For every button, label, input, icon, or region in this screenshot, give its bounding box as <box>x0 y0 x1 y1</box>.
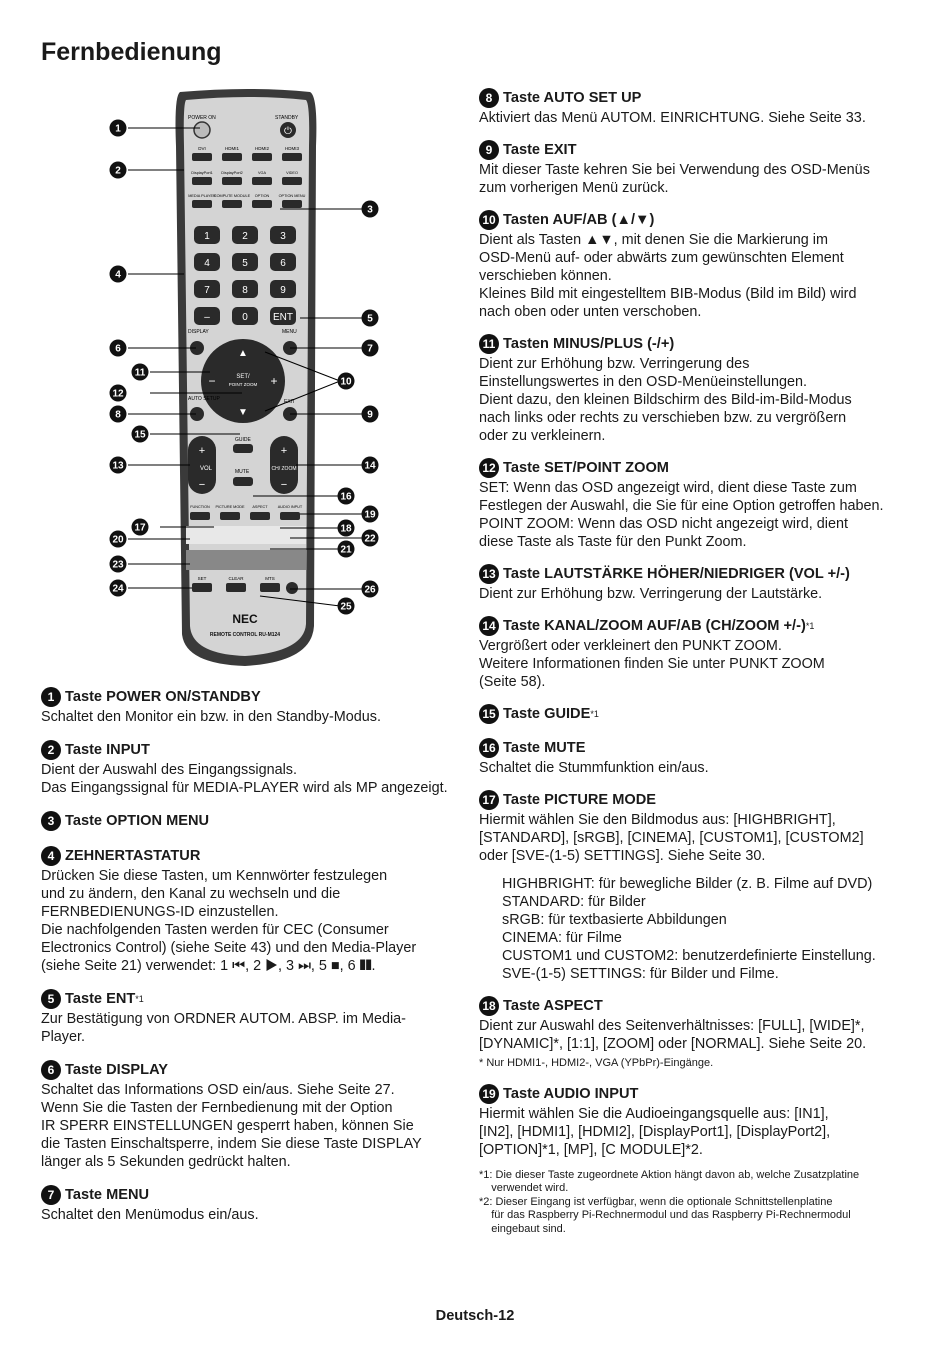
body-text-line: IR SPERR EINSTELLUNGEN gesperrt haben, können Sie <box>41 1118 414 1134</box>
body-text-line: Festlegen der Auswahl, die Sie für eine Option getroffen haben. <box>479 498 884 514</box>
section-4 <box>41 845 451 975</box>
input-label-3: HDMI3 <box>284 146 300 151</box>
remote-control-illustration <box>100 86 400 671</box>
input-button-1[interactable] <box>222 153 242 161</box>
section-heading <box>479 737 919 759</box>
section-title: ZEHNERTASTATUR <box>65 848 201 864</box>
body-text-line: Einstellungswertes in den OSD-Menüeinstellungen. <box>479 374 807 390</box>
body-text-line: Weitere Informationen finden Sie unter PUNKT ZOOM <box>479 656 825 672</box>
section-number-badge: 12 <box>479 458 499 478</box>
input-button-2[interactable] <box>252 153 272 161</box>
section-title: Taste OPTION MENU <box>65 813 210 829</box>
section-title: Tasten MINUS/PLUS (-/+) <box>503 336 675 352</box>
section-5 <box>41 988 451 1046</box>
callout-number-10: 10 <box>340 376 352 388</box>
body-text-line: (siehe Seite 21) verwendet: 1 ⏮, 2 ▶, 3 ⏭, 5 ■, 6 ❚❚. <box>41 958 376 974</box>
body-text-line: Vergrößert oder verkleinert den PUNKT ZOOM. <box>479 638 782 654</box>
body-text-line: verschieben können. <box>479 268 612 284</box>
body-text-line: Die nachfolgenden Tasten werden für CEC (Consumer <box>41 922 389 938</box>
section-number-badge: 8 <box>479 88 499 108</box>
right-column <box>479 87 919 1248</box>
section-13 <box>479 563 919 603</box>
section-heading <box>479 1083 919 1105</box>
callout-number-2: 2 <box>115 165 121 177</box>
body-text-line: Dient zur Auswahl des Seitenverhältnisses: [FULL], [WIDE]*, <box>479 1018 865 1034</box>
input-label-0: DVI <box>198 146 206 151</box>
input-label-0: MEDIA PLAYER <box>188 194 216 198</box>
input-button-1[interactable] <box>222 200 242 208</box>
body-text-line: Schaltet den Monitor ein bzw. in den Standby-Modus. <box>41 709 381 725</box>
callout-number-17: 17 <box>134 522 146 534</box>
body-text-line: [STANDARD], [sRGB], [CINEMA], [CUSTOM1], [CUSTOM2] <box>479 830 864 846</box>
body-text-line: Schaltet die Stummfunktion ein/aus. <box>479 760 709 776</box>
plus-symbol: + <box>270 374 278 388</box>
body-text-line: Das Eingangssignal für MEDIA-PLAYER wird als MP angezeigt. <box>41 780 448 796</box>
body-text-line: Dient als Tasten ▲▼, mit denen Sie die Markierung im <box>479 232 828 248</box>
auto-setup-label: AUTO SETUP <box>188 396 220 402</box>
section-title: Taste PICTURE MODE <box>503 792 656 808</box>
model-label: REMOTE CONTROL RU-M124 <box>209 632 281 638</box>
callout-number-1: 1 <box>115 123 121 135</box>
body-text-line: Wenn Sie die Tasten der Fernbedienung mit der Option <box>41 1100 393 1116</box>
input-label-2: VGA <box>257 171 267 175</box>
footnote-line: *2: Dieser Eingang ist verfügbar, wenn die optionale Schnittstellenplatine <box>479 1195 833 1208</box>
section-title: Taste KANAL/ZOOM AUF/AB (CH/ZOOM +/-) <box>503 618 806 634</box>
keypad-label-10: 0 <box>242 312 248 323</box>
section-title: Taste LAUTSTÄRKE HÖHER/NIEDRIGER (VOL +/-) <box>503 566 850 582</box>
section-title: Taste GUIDE <box>503 706 591 722</box>
section-title: Taste ASPECT <box>503 998 603 1014</box>
input-button-3[interactable] <box>282 177 302 185</box>
body-text-line: Dient zur Erhöhung bzw. Verringerung der Lautstärke. <box>479 586 823 602</box>
body-text-line: oder [SVE-(1-5) SETTINGS]. Siehe Seite 30. <box>479 848 766 864</box>
body-text-line: Drücken Sie diese Tasten, um Kennwörter festzulegen <box>41 868 388 884</box>
vol-plus: + <box>198 445 206 457</box>
input-label-1: COMPUTE MODULE <box>213 194 251 198</box>
mode-description-line: STANDARD: für Bilder <box>502 894 646 910</box>
callout-number-19: 19 <box>364 509 376 521</box>
mode-description-line: CUSTOM1 und CUSTOM2: benutzerdefinierte Einstellung. <box>502 948 876 964</box>
section-heading <box>479 209 919 231</box>
mode-description-line: SVE-(1-5) SETTINGS: für Bilder und Filme. <box>502 966 779 982</box>
mode-description-line: CINEMA: für Filme <box>502 930 622 946</box>
section-title: Taste INPUT <box>65 742 150 758</box>
footnote-line: verwendet wird. <box>479 1182 569 1194</box>
section-number-badge: 13 <box>479 564 499 584</box>
callout-number-21: 21 <box>340 544 352 556</box>
section-number-badge: 5 <box>41 989 61 1009</box>
menu-label: MENU <box>282 329 297 335</box>
bottom-button-2[interactable] <box>260 583 280 592</box>
body-text-line: FERNBEDIENUNGS-ID einzustellen. <box>41 904 279 920</box>
input-button-1[interactable] <box>222 177 242 185</box>
section-14 <box>479 615 919 691</box>
section-number-badge: 14 <box>479 616 499 636</box>
callout-number-18: 18 <box>340 523 352 535</box>
point-zoom-label: POINT ZOOM <box>228 382 258 387</box>
callout-number-9: 9 <box>367 409 373 421</box>
callout-number-22: 22 <box>364 533 376 545</box>
page-title: Fernbedienung <box>41 38 222 66</box>
callout-number-23: 23 <box>112 559 124 571</box>
body-text-line: SET: Wenn das OSD angezeigt wird, dient diese Taste zum <box>479 480 857 496</box>
keypad-label-8: 9 <box>280 285 286 296</box>
power-on-label: POWER ON <box>188 115 216 121</box>
body-text-line: Electronics Control) (siehe Seite 43) und den Media-Player <box>41 940 417 956</box>
guide-button <box>233 444 253 453</box>
section-9 <box>479 139 919 197</box>
body-text-line: (Seite 58). <box>479 674 546 690</box>
section-number-badge: 15 <box>479 704 499 724</box>
callout-number-11: 11 <box>134 367 146 379</box>
callout-number-12: 12 <box>112 388 124 400</box>
callout-number-8: 8 <box>115 409 121 421</box>
bottom-label-1: CLEAR <box>228 576 244 581</box>
input-label-0: DisplayPort1 <box>191 171 213 175</box>
callout-number-24: 24 <box>112 583 124 595</box>
display-label: DISPLAY <box>188 329 209 335</box>
func-label-2: ASPECT <box>252 505 268 509</box>
keypad-label-7: 8 <box>242 285 248 296</box>
keypad-label-11: ENT <box>273 312 293 323</box>
ch-label: CH/ ZOOM <box>271 466 297 472</box>
callout-number-6: 6 <box>115 343 121 355</box>
ch-plus: + <box>280 445 288 457</box>
body-text-line: Kleines Bild mit eingestelltem BIB-Modus (Bild im Bild) wird <box>479 286 857 302</box>
body-text-line: Schaltet das Informations OSD ein/aus. Siehe Seite 27. <box>41 1082 395 1098</box>
input-label-3: OPTION MENU <box>278 194 306 198</box>
up-arrow: ▲ <box>238 348 248 359</box>
body-text-line: länger als 5 Sekunden gedrückt halten. <box>41 1154 291 1170</box>
body-text-line: diese Taste als Taste für den Punkt Zoom. <box>479 534 747 550</box>
body-text-line: Dient dazu, den kleinen Bildschirm des Bild-im-Bild-Modus <box>479 392 852 408</box>
ch-minus: − <box>280 479 288 491</box>
section-title: Taste MENU <box>65 1187 150 1203</box>
body-text-line: [OPTION]*1, [MP], [C MODULE]*2. <box>479 1141 703 1158</box>
input-button-3[interactable] <box>282 153 302 161</box>
section-heading <box>479 563 919 585</box>
body-text-line: Schaltet den Menümodus ein/aus. <box>41 1207 259 1223</box>
mode-description-line: sRGB: für textbasierte Abbildungen <box>502 912 727 928</box>
body-text-line: nach oben oder unten verschoben. <box>479 304 702 320</box>
func-label-3: AUDIO INPUT <box>277 505 303 509</box>
section-number-badge: 17 <box>479 790 499 810</box>
func-button-0[interactable] <box>190 512 210 520</box>
down-arrow: ▼ <box>238 407 248 418</box>
section-heading <box>41 686 451 708</box>
footnote-line: *1: Die dieser Taste zugeordnete Aktion hängt davon ab, welche Zusatzplatine <box>479 1168 860 1181</box>
section-heading <box>41 988 451 1010</box>
body-text-line: Hiermit wählen Sie die Audioeingangsquelle aus: [IN1], <box>479 1105 829 1122</box>
section-number-badge: 10 <box>479 210 499 230</box>
body-text-line: Dient zur Erhöhung bzw. Verringerung des <box>479 356 750 372</box>
keypad-label-4: 5 <box>242 258 248 269</box>
power-on-button <box>194 122 210 138</box>
keypad-label-6: 7 <box>204 285 210 296</box>
keypad-label-3: 4 <box>204 258 210 269</box>
func-label-1: PICTURE MODE <box>215 505 245 509</box>
section-number-badge: 6 <box>41 1060 61 1080</box>
section-2 <box>41 739 451 797</box>
section-number-badge: 11 <box>479 334 499 354</box>
button-row-b <box>186 550 306 570</box>
section-11 <box>479 333 919 445</box>
section-heading <box>41 739 451 761</box>
body-text-line: OSD-Menü auf- oder abwärts zum gewünschten Element <box>479 250 844 266</box>
body-text-line: POINT ZOOM: Wenn das OSD nicht angezeigt wird, dient <box>479 516 848 532</box>
section-number-badge: 1 <box>41 687 61 707</box>
section-7 <box>41 1184 451 1224</box>
body-text-line: oder zu verkleinern. <box>479 428 606 444</box>
func-button-1[interactable] <box>220 512 240 520</box>
bottom-label-0: SET <box>197 576 207 581</box>
section-heading <box>479 703 919 725</box>
section-number-badge: 4 <box>41 846 61 866</box>
footnote-marker: *1 <box>590 709 599 719</box>
section-number-badge: 3 <box>41 811 61 831</box>
section-title: Taste ENT <box>65 991 136 1007</box>
section-heading <box>479 457 919 479</box>
section-17 <box>479 789 919 983</box>
bottom-button-1[interactable] <box>226 583 246 592</box>
footnote-marker: *1 <box>805 621 815 631</box>
section-heading <box>41 1059 451 1081</box>
section-heading <box>41 810 451 832</box>
standby-label: STANDBY <box>275 115 299 121</box>
mute-button <box>233 477 253 486</box>
body-text-line: [DYNAMIC]*, [1:1], [ZOOM] oder [NORMAL]. Siehe Seite 20. <box>479 1036 867 1052</box>
body-text-line: die Tasten Einschaltsperre, indem Sie diese Taste DISPLAY <box>41 1136 422 1152</box>
input-button-3[interactable] <box>282 200 302 208</box>
section-number-badge: 2 <box>41 740 61 760</box>
body-text-line: zum vorherigen Menü zurück. <box>479 180 669 196</box>
callout-number-3: 3 <box>367 204 373 216</box>
input-button-2[interactable] <box>252 177 272 185</box>
func-button-3[interactable] <box>280 512 300 520</box>
section-note: * Nur HDMI1-, HDMI2-, VGA (YPbPr)-Eingänge. <box>479 1057 714 1069</box>
bottom-round-button[interactable] <box>286 582 298 594</box>
section-heading <box>479 87 919 109</box>
section-title: Taste EXIT <box>503 142 577 158</box>
input-label-2: HDMI2 <box>254 146 270 151</box>
minus-symbol: − <box>208 374 216 388</box>
body-text-line: und zu ändern, den Kanal zu wechseln und die <box>41 886 341 902</box>
section-heading <box>41 1184 451 1206</box>
vol-minus: − <box>198 479 206 491</box>
callout-number-5: 5 <box>367 313 373 325</box>
page-footer: Deutsch-12 <box>435 1308 515 1324</box>
keypad-label-0: 1 <box>204 231 210 242</box>
section-18 <box>479 995 919 1071</box>
footnote-marker: *1 <box>135 994 144 1004</box>
body-text-line: Hiermit wählen Sie den Bildmodus aus: [HIGHBRIGHT], <box>479 812 836 828</box>
section-12 <box>479 457 919 551</box>
input-label-2: OPTION <box>254 194 270 198</box>
set-label: SET/ <box>236 374 250 380</box>
func-label-0: FUNCTION <box>190 505 210 509</box>
section-heading <box>479 615 919 637</box>
section-title: Taste AUDIO INPUT <box>503 1085 639 1102</box>
section-19 <box>479 1083 919 1237</box>
section-heading <box>479 139 919 161</box>
section-number-badge: 9 <box>479 140 499 160</box>
section-10 <box>479 209 919 321</box>
input-label-1: DisplayPort2 <box>221 171 243 175</box>
callout-number-13: 13 <box>112 460 124 472</box>
callout-number-25: 25 <box>340 601 352 613</box>
body-text-line: Player. <box>41 1029 85 1045</box>
section-heading <box>41 845 451 867</box>
callout-number-20: 20 <box>112 534 124 546</box>
section-6 <box>41 1059 451 1171</box>
button-row-a <box>186 526 306 544</box>
bottom-label-2: MTS <box>265 576 275 581</box>
body-text-line: Mit dieser Taste kehren Sie bei Verwendung des OSD-Menüs <box>479 162 870 178</box>
section-3 <box>41 810 451 832</box>
keypad-label-9: – <box>204 312 210 323</box>
section-heading <box>479 333 919 355</box>
input-button-0[interactable] <box>192 200 212 208</box>
vol-label: VOL <box>199 466 213 472</box>
body-text-line: nach links oder rechts zu verschieben bzw. zu vergrößern <box>479 410 847 426</box>
section-number-badge: 18 <box>479 996 499 1016</box>
callout-number-16: 16 <box>340 491 352 503</box>
input-button-0[interactable] <box>192 177 212 185</box>
section-8 <box>479 87 919 127</box>
input-button-0[interactable] <box>192 153 212 161</box>
bottom-button-0[interactable] <box>192 583 212 592</box>
body-text-line: Zur Bestätigung von ORDNER AUTOM. ABSP. im Media- <box>41 1011 406 1027</box>
callout-number-26: 26 <box>364 584 376 596</box>
body-text-line: Aktiviert das Menü AUTOM. EINRICHTUNG. Siehe Seite 33. <box>479 110 866 126</box>
section-heading <box>479 995 919 1017</box>
section-title: Taste DISPLAY <box>65 1062 169 1078</box>
func-button-2[interactable] <box>250 512 270 520</box>
callout-number-14: 14 <box>364 460 376 472</box>
keypad-label-2: 3 <box>280 231 286 242</box>
keypad-label-1: 2 <box>242 231 248 242</box>
footnote-line: eingebaut sind. <box>479 1222 566 1235</box>
keypad-label-5: 6 <box>280 258 286 269</box>
guide-label: GUIDE <box>235 437 251 443</box>
section-title: Taste MUTE <box>503 740 586 756</box>
exit-label: EXIT <box>284 399 296 405</box>
section-title: Tasten AUF/AB (▲/▼) <box>503 212 655 228</box>
input-label-1: HDMI1 <box>224 146 240 151</box>
callout-number-15: 15 <box>134 429 146 441</box>
section-number-badge: 7 <box>41 1185 61 1205</box>
section-16 <box>479 737 919 777</box>
section-15 <box>479 703 919 725</box>
input-button-2[interactable] <box>252 200 272 208</box>
input-label-3: VIDEO <box>286 171 298 175</box>
section-number-badge: 19 <box>479 1084 499 1104</box>
left-column <box>41 686 451 1237</box>
section-title: Taste AUTO SET UP <box>503 90 642 106</box>
mute-label: MUTE <box>235 469 250 475</box>
section-1 <box>41 686 451 726</box>
mode-description-line: HIGHBRIGHT: für bewegliche Bilder (z. B. Filme auf DVD) <box>502 876 873 892</box>
body-text-line: [IN2], [HDMI1], [HDMI2], [DisplayPort1], [DisplayPort2], <box>479 1123 831 1140</box>
callout-number-7: 7 <box>367 343 373 355</box>
section-title: Taste POWER ON/STANDBY <box>65 689 261 705</box>
standby-icon: ⏻ <box>284 126 292 137</box>
body-text-line: Dient der Auswahl des Eingangssignals. <box>41 762 297 778</box>
section-title: Taste SET/POINT ZOOM <box>503 460 669 476</box>
brand-logo: NEC <box>232 612 258 626</box>
section-heading <box>479 789 919 811</box>
section-number-badge: 16 <box>479 738 499 758</box>
callout-number-4: 4 <box>115 269 121 281</box>
footnote-line: für das Raspberry Pi-Rechnermodul und das Raspberry Pi-Rechnermodul <box>479 1209 851 1221</box>
